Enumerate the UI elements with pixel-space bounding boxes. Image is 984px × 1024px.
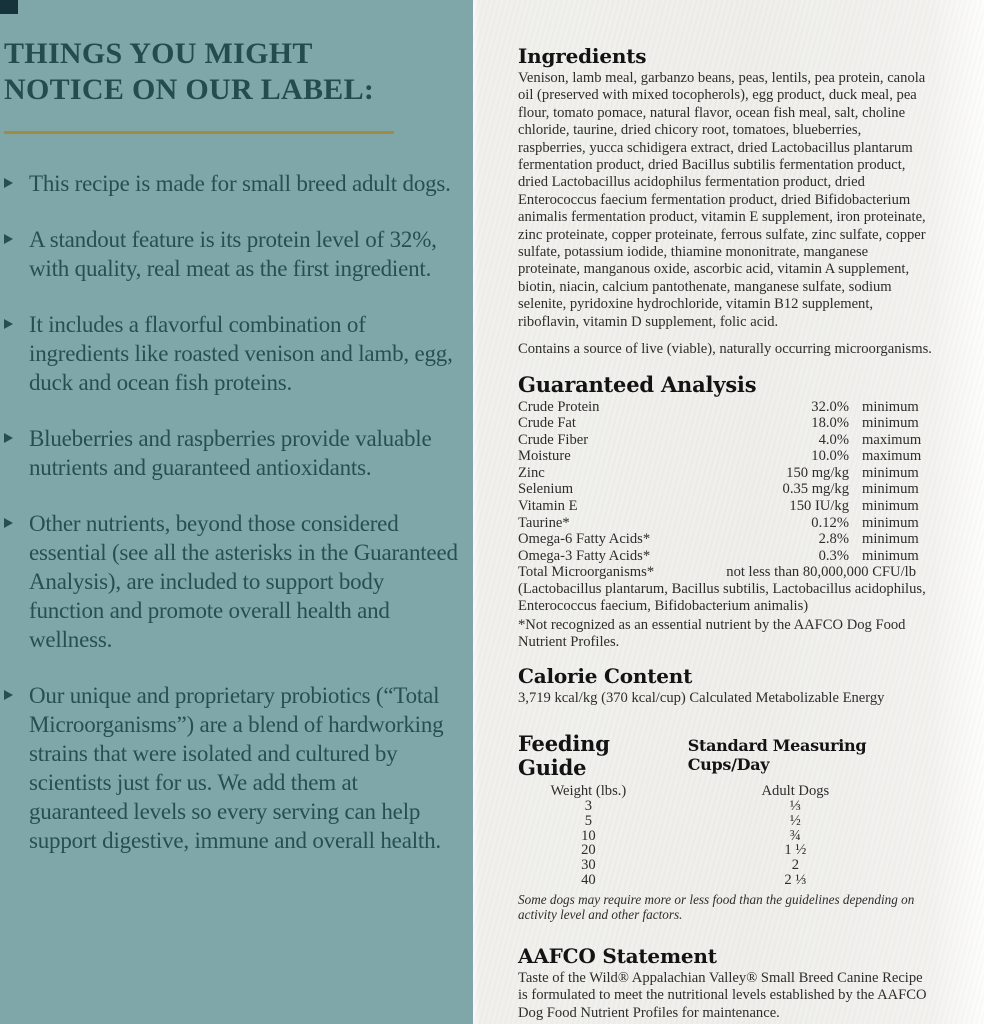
calorie-text: 3,719 kcal/kg (370 kcal/cup) Calculated Metabolizable Energy xyxy=(518,689,885,706)
ga-qualifier: maximum xyxy=(862,448,922,465)
ga-qualifier: minimum xyxy=(862,481,919,498)
bullet-item xyxy=(4,681,459,855)
ga-value: 10.0% xyxy=(811,448,849,465)
ingredients-section xyxy=(518,44,932,359)
ga-value: 0.35 mg/kg xyxy=(782,481,849,498)
bullet-item xyxy=(4,169,459,198)
ga-value: 32.0% xyxy=(811,398,849,415)
bullet-item xyxy=(4,424,459,482)
bullet-text: Other nutrients, beyond those considered essential (see all the asterisks in the Guaranteed Analysis), are included to support body function and promote overall health and wellness. xyxy=(29,511,458,652)
ga-nutrient: Vitamin E xyxy=(518,498,578,515)
marketing-panel xyxy=(0,0,473,1024)
feeding-weight: 30 xyxy=(581,857,596,874)
gold-divider xyxy=(4,131,394,134)
ga-qualifier: minimum xyxy=(862,498,919,515)
feeding-row xyxy=(518,814,932,829)
section-heading-calorie-content: Calorie Content xyxy=(518,663,693,688)
ga-row xyxy=(518,465,932,482)
ga-value: 0.12% xyxy=(811,514,849,531)
feeding-row xyxy=(518,843,932,858)
ga-nutrient: Taurine* xyxy=(518,514,570,531)
feeding-col-header-weight: Weight (lbs.) xyxy=(550,783,627,800)
ga-row xyxy=(518,481,932,498)
ga-footnote: *Not recognized as an essential nutrient by the AAFCO Dog Food Nutrient Profiles. xyxy=(518,617,906,651)
section-heading-feeding-guide: Feeding Guide xyxy=(518,731,610,781)
ingredients-text: Venison, lamb meal, garbanzo beans, peas, lentils, pea protein, canola oil (preserved with mixed tocopherols), egg product, duck meal, pea flour, tomato pomace, natural flavor, ocean fish meal, salt, choline chloride, taurine, dried chicory root, tomatoes, blueberries, raspberries, yucca schidigera extract, dried Lactobacillus plantarum fermentation product, dried Bacillus subtilis fermentation product, dried Lactobacillus acidophilus fermentation product, dried Enterococcus faecium fermentation product, dried Bifidobacterium animalis fermentation product, vitamin E supplement, iron proteinate, zinc proteinate, copper proteinate, ferrous sulfate, zinc sulfate, copper sulfate, potassium iodide, thiamine mononitrate, manganese proteinate, manganous oxide, ascorbic acid, vitamin A supplement, biotin, niacin, calcium pantothenate, manganese sulfate, sodium selenite, pyridoxine hydrochloride, vitamin B12 supplement, riboflavin, vitamin D supplement, folic acid. xyxy=(518,70,926,330)
ga-qualifier: minimum xyxy=(862,531,919,548)
bullet-text: It includes a flavorful combination of ingredients like roasted venison and lamb, egg, duck and ocean fish proteins. xyxy=(29,312,453,395)
heading-line-1: THINGS YOU MIGHT xyxy=(4,37,313,70)
feeding-row xyxy=(518,858,932,873)
feeding-cups: 1 ½ xyxy=(784,842,807,859)
section-heading-ingredients: Ingredients xyxy=(518,44,647,68)
bullet-text: A standout feature is its protein level of 32%, with quality, real meat as the first ingredient. xyxy=(29,227,437,281)
feeding-weight: 20 xyxy=(581,842,596,859)
ga-qualifier: minimum xyxy=(862,547,919,564)
ga-nutrient: Omega-6 Fatty Acids* xyxy=(518,531,651,548)
feeding-weight: 10 xyxy=(581,827,596,844)
bullet-text: Blueberries and raspberries provide valuable nutrients and guaranteed antioxidants. xyxy=(29,426,432,480)
feeding-weight: 5 xyxy=(584,812,593,829)
ga-nutrient: Crude Protein xyxy=(518,398,600,415)
calorie-section xyxy=(518,664,932,707)
bullet-item xyxy=(4,310,459,397)
ga-row xyxy=(518,498,932,515)
ga-nutrient: Moisture xyxy=(518,448,571,465)
ga-qualifier: minimum xyxy=(862,464,919,481)
feeding-weight: 3 xyxy=(584,798,593,815)
ga-table xyxy=(518,399,932,651)
ga-microorganism-species: (Lactobacillus plantarum, Bacillus subtilis, Lactobacillus acidophilus, Enterococcus faecium, Bifidobacterium animalis) xyxy=(518,581,926,614)
bullet-arrow-icon xyxy=(4,225,29,283)
ga-nutrient: Omega-3 Fatty Acids* xyxy=(518,547,651,564)
ga-value: not less than 80,000,000 CFU/lb xyxy=(726,564,916,581)
bullet-list xyxy=(4,169,459,855)
feeding-guide-section xyxy=(518,732,932,922)
feeding-cups: ½ xyxy=(789,812,801,829)
feeding-row xyxy=(518,873,932,888)
bullet-arrow-icon xyxy=(4,681,29,855)
ga-row xyxy=(518,531,932,548)
bullet-text: Our unique and proprietary probiotics (“Total Microorganisms”) are a blend of hardworking strains that were isolated and cultured by scientists just for us. We add them at guaranteed levels so every serving can help support digestive, immune and overall health. xyxy=(29,683,444,853)
panel-heading xyxy=(4,36,459,108)
ga-value: 0.3% xyxy=(818,547,849,564)
bullet-arrow-icon xyxy=(4,424,29,482)
ga-row xyxy=(518,548,932,565)
bullet-arrow-icon xyxy=(4,509,29,654)
ga-nutrient: Total Microorganisms* xyxy=(518,564,655,581)
ga-qualifier: maximum xyxy=(862,431,922,448)
section-heading-aafco: AAFCO Statement xyxy=(518,943,717,968)
ga-value: 18.0% xyxy=(811,415,849,432)
feeding-header-row xyxy=(518,784,932,799)
section-heading-guaranteed-analysis: Guaranteed Analysis xyxy=(518,371,757,397)
ga-qualifier: minimum xyxy=(862,514,919,531)
feeding-note: Some dogs may require more or less food than the guidelines depending on activity level and other factors. xyxy=(518,891,915,922)
ga-row xyxy=(518,448,932,465)
bullet-arrow-icon xyxy=(4,169,29,198)
feeding-cups: ⅓ xyxy=(789,798,801,815)
bullet-item xyxy=(4,509,459,654)
feeding-subheading: Standard Measuring Cups/Day xyxy=(687,736,867,775)
feeding-cups: 2 ⅓ xyxy=(784,872,807,888)
bullet-item xyxy=(4,225,459,283)
bullet-arrow-icon xyxy=(4,310,29,397)
label-panel xyxy=(473,0,984,1024)
corner-mark xyxy=(0,0,18,14)
ga-row xyxy=(518,399,932,416)
feeding-table xyxy=(518,784,932,888)
guaranteed-analysis-section xyxy=(518,373,932,651)
bullet-text: This recipe is made for small breed adult dogs. xyxy=(29,171,451,196)
aafco-text: Taste of the Wild® Appalachian Valley® Small Breed Canine Recipe is formulated to meet the nutritional levels established by the AAFCO Dog Food Nutrient Profiles for maintenance. xyxy=(518,969,927,1021)
feeding-col-header-cups: Adult Dogs xyxy=(761,783,830,800)
aafco-section xyxy=(518,944,932,1022)
ga-value: 150 mg/kg xyxy=(786,464,849,481)
ga-nutrient: Selenium xyxy=(518,481,574,498)
feeding-row xyxy=(518,799,932,814)
ga-row xyxy=(518,415,932,432)
ga-total-row xyxy=(518,564,932,581)
feeding-cups: ¾ xyxy=(789,827,801,844)
ga-row xyxy=(518,432,932,449)
heading-line-2: NOTICE ON OUR LABEL: xyxy=(4,73,375,106)
feeding-row xyxy=(518,829,932,844)
ga-qualifier: minimum xyxy=(862,415,919,432)
ga-nutrient: Crude Fat xyxy=(518,415,576,432)
ga-row xyxy=(518,515,932,532)
feeding-heading-row xyxy=(518,732,932,780)
ga-nutrient: Zinc xyxy=(518,464,545,481)
ga-value: 4.0% xyxy=(818,431,849,448)
microorganisms-note: Contains a source of live (viable), naturally occurring microorganisms. xyxy=(518,341,932,358)
ga-value: 150 IU/kg xyxy=(789,498,849,515)
feeding-cups: 2 xyxy=(791,857,800,874)
feeding-weight: 40 xyxy=(581,872,596,888)
ga-value: 2.8% xyxy=(818,531,849,548)
ga-nutrient: Crude Fiber xyxy=(518,431,589,448)
ga-qualifier: minimum xyxy=(862,398,919,415)
